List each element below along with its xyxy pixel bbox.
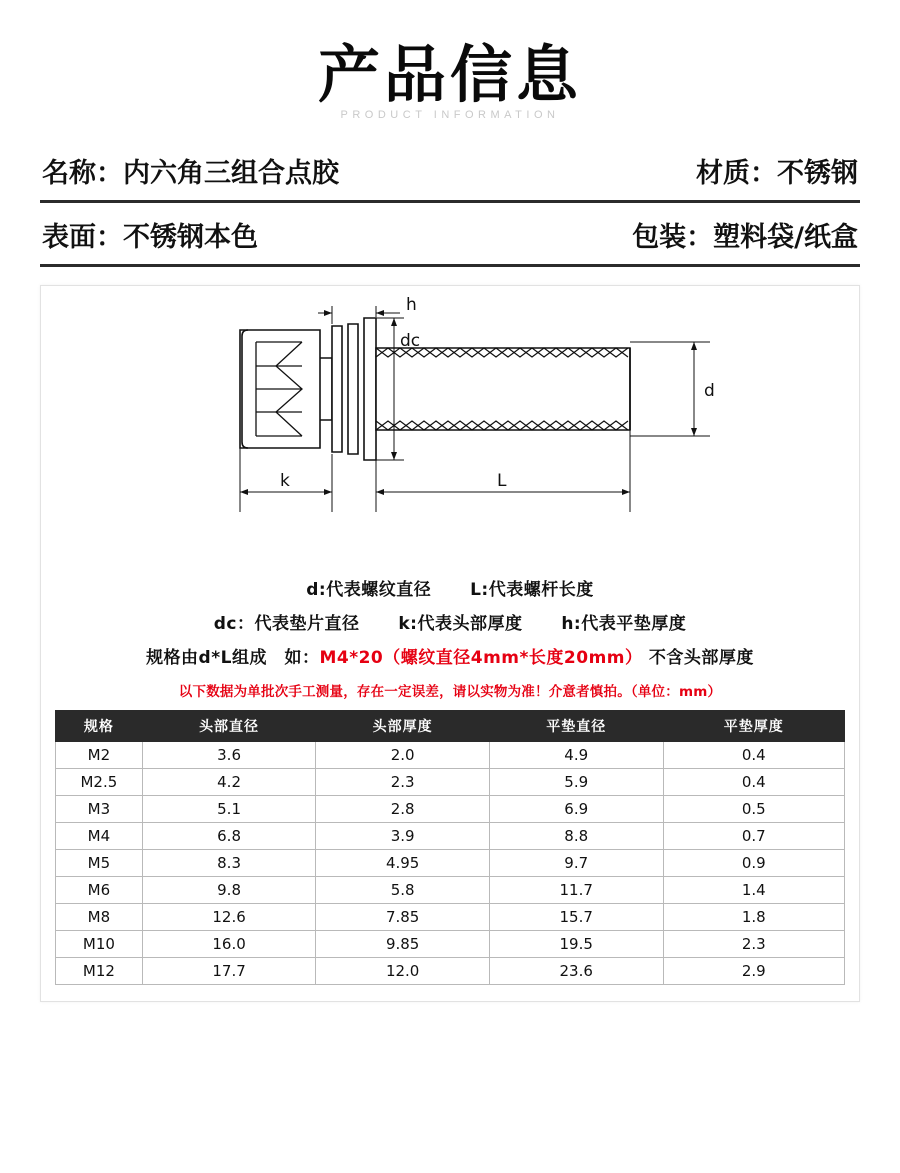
cell-head-thickness: 4.95 <box>316 850 490 877</box>
cell-head-diameter: 16.0 <box>142 931 316 958</box>
cell-washer-diameter: 5.9 <box>489 769 663 796</box>
cell-size: M2 <box>56 742 143 769</box>
cell-head-thickness: 9.85 <box>316 931 490 958</box>
title-block <box>40 0 860 121</box>
page-subtitle: PRODUCT INFORMATION <box>340 109 560 122</box>
table-row <box>56 877 845 904</box>
cell-washer-diameter: 4.9 <box>489 742 663 769</box>
th-washer-diameter: 平垫直径 <box>489 711 663 742</box>
cell-size: M8 <box>56 904 143 931</box>
spec-packaging: 包装：塑料袋/纸盒 <box>632 222 858 254</box>
legend-L: L:代表螺杆长度 <box>470 580 594 601</box>
spec-material: 材质：不锈钢 <box>696 158 858 190</box>
spec-surface: 表面：不锈钢本色 <box>42 222 258 254</box>
cell-head-diameter: 6.8 <box>142 823 316 850</box>
table-header-row <box>56 711 845 742</box>
formula-example: M4*20（螺纹直径4mm*长度20mm） <box>319 648 643 669</box>
cell-washer-diameter: 11.7 <box>489 877 663 904</box>
th-washer-thickness: 平垫厚度 <box>663 711 844 742</box>
cell-size: M6 <box>56 877 143 904</box>
cell-head-diameter: 5.1 <box>142 796 316 823</box>
cell-head-diameter: 8.3 <box>142 850 316 877</box>
cell-washer-diameter: 6.9 <box>489 796 663 823</box>
cell-washer-thickness: 2.9 <box>663 958 844 985</box>
table-row <box>56 958 845 985</box>
cell-head-diameter: 12.6 <box>142 904 316 931</box>
dim-label-k: k <box>280 471 290 492</box>
dim-label-dc: dc <box>400 331 421 352</box>
table-row <box>56 796 845 823</box>
cell-size: M12 <box>56 958 143 985</box>
measurement-warning: 以下数据为单批次手工测量，存在一定误差，请以实物为准！介意者慎拍。（单位：mm） <box>178 684 722 701</box>
cell-head-diameter: 3.6 <box>142 742 316 769</box>
cell-head-thickness: 2.3 <box>316 769 490 796</box>
cell-head-thickness: 12.0 <box>316 958 490 985</box>
legend-k: k:代表头部厚度 <box>398 614 523 635</box>
th-size: 规格 <box>56 711 143 742</box>
cell-washer-diameter: 15.7 <box>489 904 663 931</box>
page-title: 产品信息 <box>317 38 582 111</box>
divider <box>40 264 860 267</box>
spec-name: 名称：内六角三组合点胶 <box>42 158 339 190</box>
screw-technical-drawing <box>55 296 845 566</box>
cell-washer-thickness: 0.4 <box>663 769 844 796</box>
legend-dc: dc：代表垫片直径 <box>213 614 360 635</box>
table-row <box>56 931 845 958</box>
cell-head-thickness: 2.8 <box>316 796 490 823</box>
cell-head-diameter: 9.8 <box>142 877 316 904</box>
table-row <box>56 769 845 796</box>
legend-line-2 <box>55 609 845 634</box>
cell-washer-thickness: 0.5 <box>663 796 844 823</box>
cell-size: M5 <box>56 850 143 877</box>
cell-size: M2.5 <box>56 769 143 796</box>
cell-head-thickness: 2.0 <box>316 742 490 769</box>
cell-head-diameter: 4.2 <box>142 769 316 796</box>
cell-size: M3 <box>56 796 143 823</box>
legend-block <box>55 575 845 700</box>
cell-washer-thickness: 2.3 <box>663 931 844 958</box>
cell-size: M10 <box>56 931 143 958</box>
table-row <box>56 850 845 877</box>
legend-line-1 <box>55 575 845 600</box>
spec-table <box>55 710 845 985</box>
table-row <box>56 742 845 769</box>
cell-washer-thickness: 0.9 <box>663 850 844 877</box>
cell-washer-thickness: 1.8 <box>663 904 844 931</box>
cell-head-thickness: 5.8 <box>316 877 490 904</box>
table-row <box>56 823 845 850</box>
cell-washer-diameter: 23.6 <box>489 958 663 985</box>
dim-label-d: d <box>704 381 715 402</box>
cell-washer-thickness: 1.4 <box>663 877 844 904</box>
th-head-thickness: 头部厚度 <box>316 711 490 742</box>
table-row <box>56 904 845 931</box>
formula-prefix: 规格由d*L组成 如： <box>146 648 320 669</box>
cell-washer-thickness: 0.7 <box>663 823 844 850</box>
figure-card <box>40 285 860 1002</box>
cell-head-diameter: 17.7 <box>142 958 316 985</box>
legend-formula <box>55 643 845 668</box>
cell-washer-diameter: 19.5 <box>489 931 663 958</box>
cell-washer-diameter: 9.7 <box>489 850 663 877</box>
th-head-diameter: 头部直径 <box>142 711 316 742</box>
dim-label-L: L <box>497 471 507 492</box>
spec-row <box>40 147 860 200</box>
cell-washer-thickness: 0.4 <box>663 742 844 769</box>
spec-row <box>40 203 860 264</box>
dim-label-h: h <box>406 296 417 316</box>
cell-washer-diameter: 8.8 <box>489 823 663 850</box>
spec-rows <box>40 147 860 267</box>
legend-h: h:代表平垫厚度 <box>561 614 687 635</box>
cell-head-thickness: 7.85 <box>316 904 490 931</box>
cell-size: M4 <box>56 823 143 850</box>
legend-d: d:代表螺纹直径 <box>306 580 432 601</box>
formula-suffix: 不含头部厚度 <box>648 648 754 669</box>
cell-head-thickness: 3.9 <box>316 823 490 850</box>
